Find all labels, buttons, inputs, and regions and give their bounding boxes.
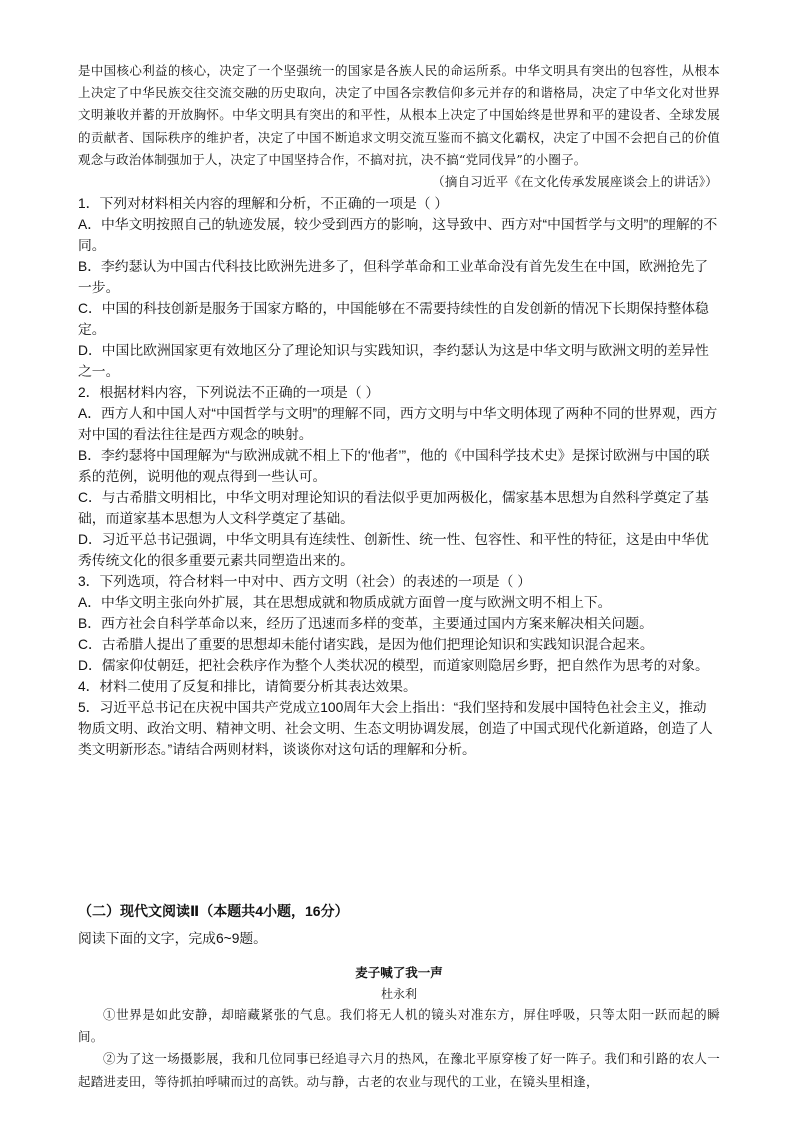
section-heading: （二）现代文阅读Ⅱ（本题共4小题，16分）	[78, 903, 349, 919]
question-5	[78, 697, 720, 760]
option-a: A．西方人和中国人对“中国哲学与文明”的理解不同，西方文明与中华文明体现了两种不同的世界观，西方对中国的看法往往是西方观念的映射。	[78, 406, 718, 443]
option-a: A．中华文明主张向外扩展，其在思想成就和物质成就方面曾一度与欧洲文明不相上下。	[78, 595, 612, 611]
essay-author: 杜永利	[380, 987, 417, 1001]
essay-title: 麦子喊了我一声	[355, 965, 443, 980]
question-list	[78, 193, 720, 760]
passage-source: （摘自习近平《在文化传承发展座谈会上的讲话》）	[432, 174, 718, 190]
essay	[78, 962, 720, 1093]
option-a: A．中华文明按照自己的轨迹发展，较少受到西方的影响，这导致中、西方对“中国哲学与文明”的理解的不同。	[78, 217, 718, 254]
question-4	[78, 676, 720, 697]
question-stem: 4．材料二使用了反复和排比，请简要分析其表达效果。	[78, 679, 417, 695]
upper-content	[78, 60, 720, 760]
question-2	[78, 382, 720, 571]
passage-text: 是中国核心利益的核心，决定了一个坚强统一的国家是各族人民的命运所系。中华文明具有突出的包容性，从根本上决定了中华民族交往交流交融的历史取向，决定了中国各宗教信仰多元并存的和谐格局，决定了中华文化对世界文明兼收并蓄的开放胸怀。中华文明具有突出的和平性，从根本上决定了中国始终是世界和平的建设者、全球发展的贡献者、国际秩序的维护者，决定了中国不断追求文明交流互鉴而不搞文化霸权，决定了中国不会把自己的价值观念与政治体制强加于人，决定了中国坚持合作，不搞对抗，决不搞“党同伐异”的小圈子。	[78, 63, 720, 167]
option-c: C．与古希腊文明相比，中华文明对理论知识的看法似乎更加两极化，儒家基本思想为自然科学奠定了基础，而道家基本思想为人文科学奠定了基础。	[78, 490, 709, 527]
essay-paragraph-1: ①世界是如此安静，却暗藏紧张的气息。我们将无人机的镜头对准东方，屏住呼吸，只等太阳一跃而起的瞬间。	[78, 1007, 720, 1045]
question-stem: 3．下列选项，符合材料一中对中、西方文明（社会）的表述的一项是（ ）	[78, 574, 532, 590]
section-instruction: 阅读下面的文字，完成6~9题。	[78, 931, 267, 946]
option-d: D．习近平总书记强调，中华文明具有连续性、创新性、统一性、包容性、和平性的特征，这是由中华优秀传统文化的很多重要元素共同塑造出来的。	[78, 532, 709, 569]
question-3	[78, 571, 720, 676]
option-d: D．儒家仰仗朝廷，把社会秩序作为整个人类状况的模型，而道家则隐居乡野，把自然作为思考的对象。	[78, 658, 709, 674]
option-b: B．李约瑟将中国理解为“与欧洲成就不相上下的‘他者’”，他的《中国科学技术史》是探讨欧洲与中国的联系的范例，说明他的观点得到一些认可。	[78, 448, 710, 485]
essay-paragraph-2: ②为了这一场摄影展，我和几位同事已经追寻六月的热风，在豫北平原穿梭了好一阵子。我们和引路的农人一起踏进麦田，等待抓拍呼啸而过的高铁。动与静，古老的农业与现代的工业，在镜头里相逢，	[78, 1051, 720, 1089]
option-b: B．西方社会自科学革命以来，经历了迅速而多样的变革，主要通过国内方案来解决相关问题。	[78, 616, 653, 632]
question-1	[78, 193, 720, 382]
option-c: C．古希腊人提出了重要的思想却未能付诸实践，是因为他们把理论知识和实践知识混合起来。	[78, 637, 654, 653]
question-stem: 5．习近平总书记在庆祝中国共产党成立100周年大会上指出：“我们坚持和发展中国特色社会主义，推动物质文明、政治文明、精神文明、社会文明、生态文明协调发展，创造了中国式现代化新道路，创造了人类文明新形态。”请结合两则材料，谈谈你对这句话的理解和分析。	[78, 700, 713, 758]
option-d: D．中国比欧洲国家更有效地区分了理论知识与实践知识，李约瑟认为这是中华文明与欧洲文明的差异性之一。	[78, 343, 709, 380]
option-b: B．李约瑟认为中国古代科技比欧洲先进多了，但科学革命和工业革命没有首先发生在中国，欧洲抢先了一步。	[78, 259, 709, 296]
question-stem: 1．下列对材料相关内容的理解和分析，不正确的一项是（ ）	[78, 196, 449, 212]
option-c: C．中国的科技创新是服务于国家方略的，中国能够在不需要持续性的自发创新的情况下长期保持整体稳定。	[78, 301, 709, 338]
question-stem: 2．根据材料内容，下列说法不正确的一项是（ ）	[78, 385, 380, 401]
